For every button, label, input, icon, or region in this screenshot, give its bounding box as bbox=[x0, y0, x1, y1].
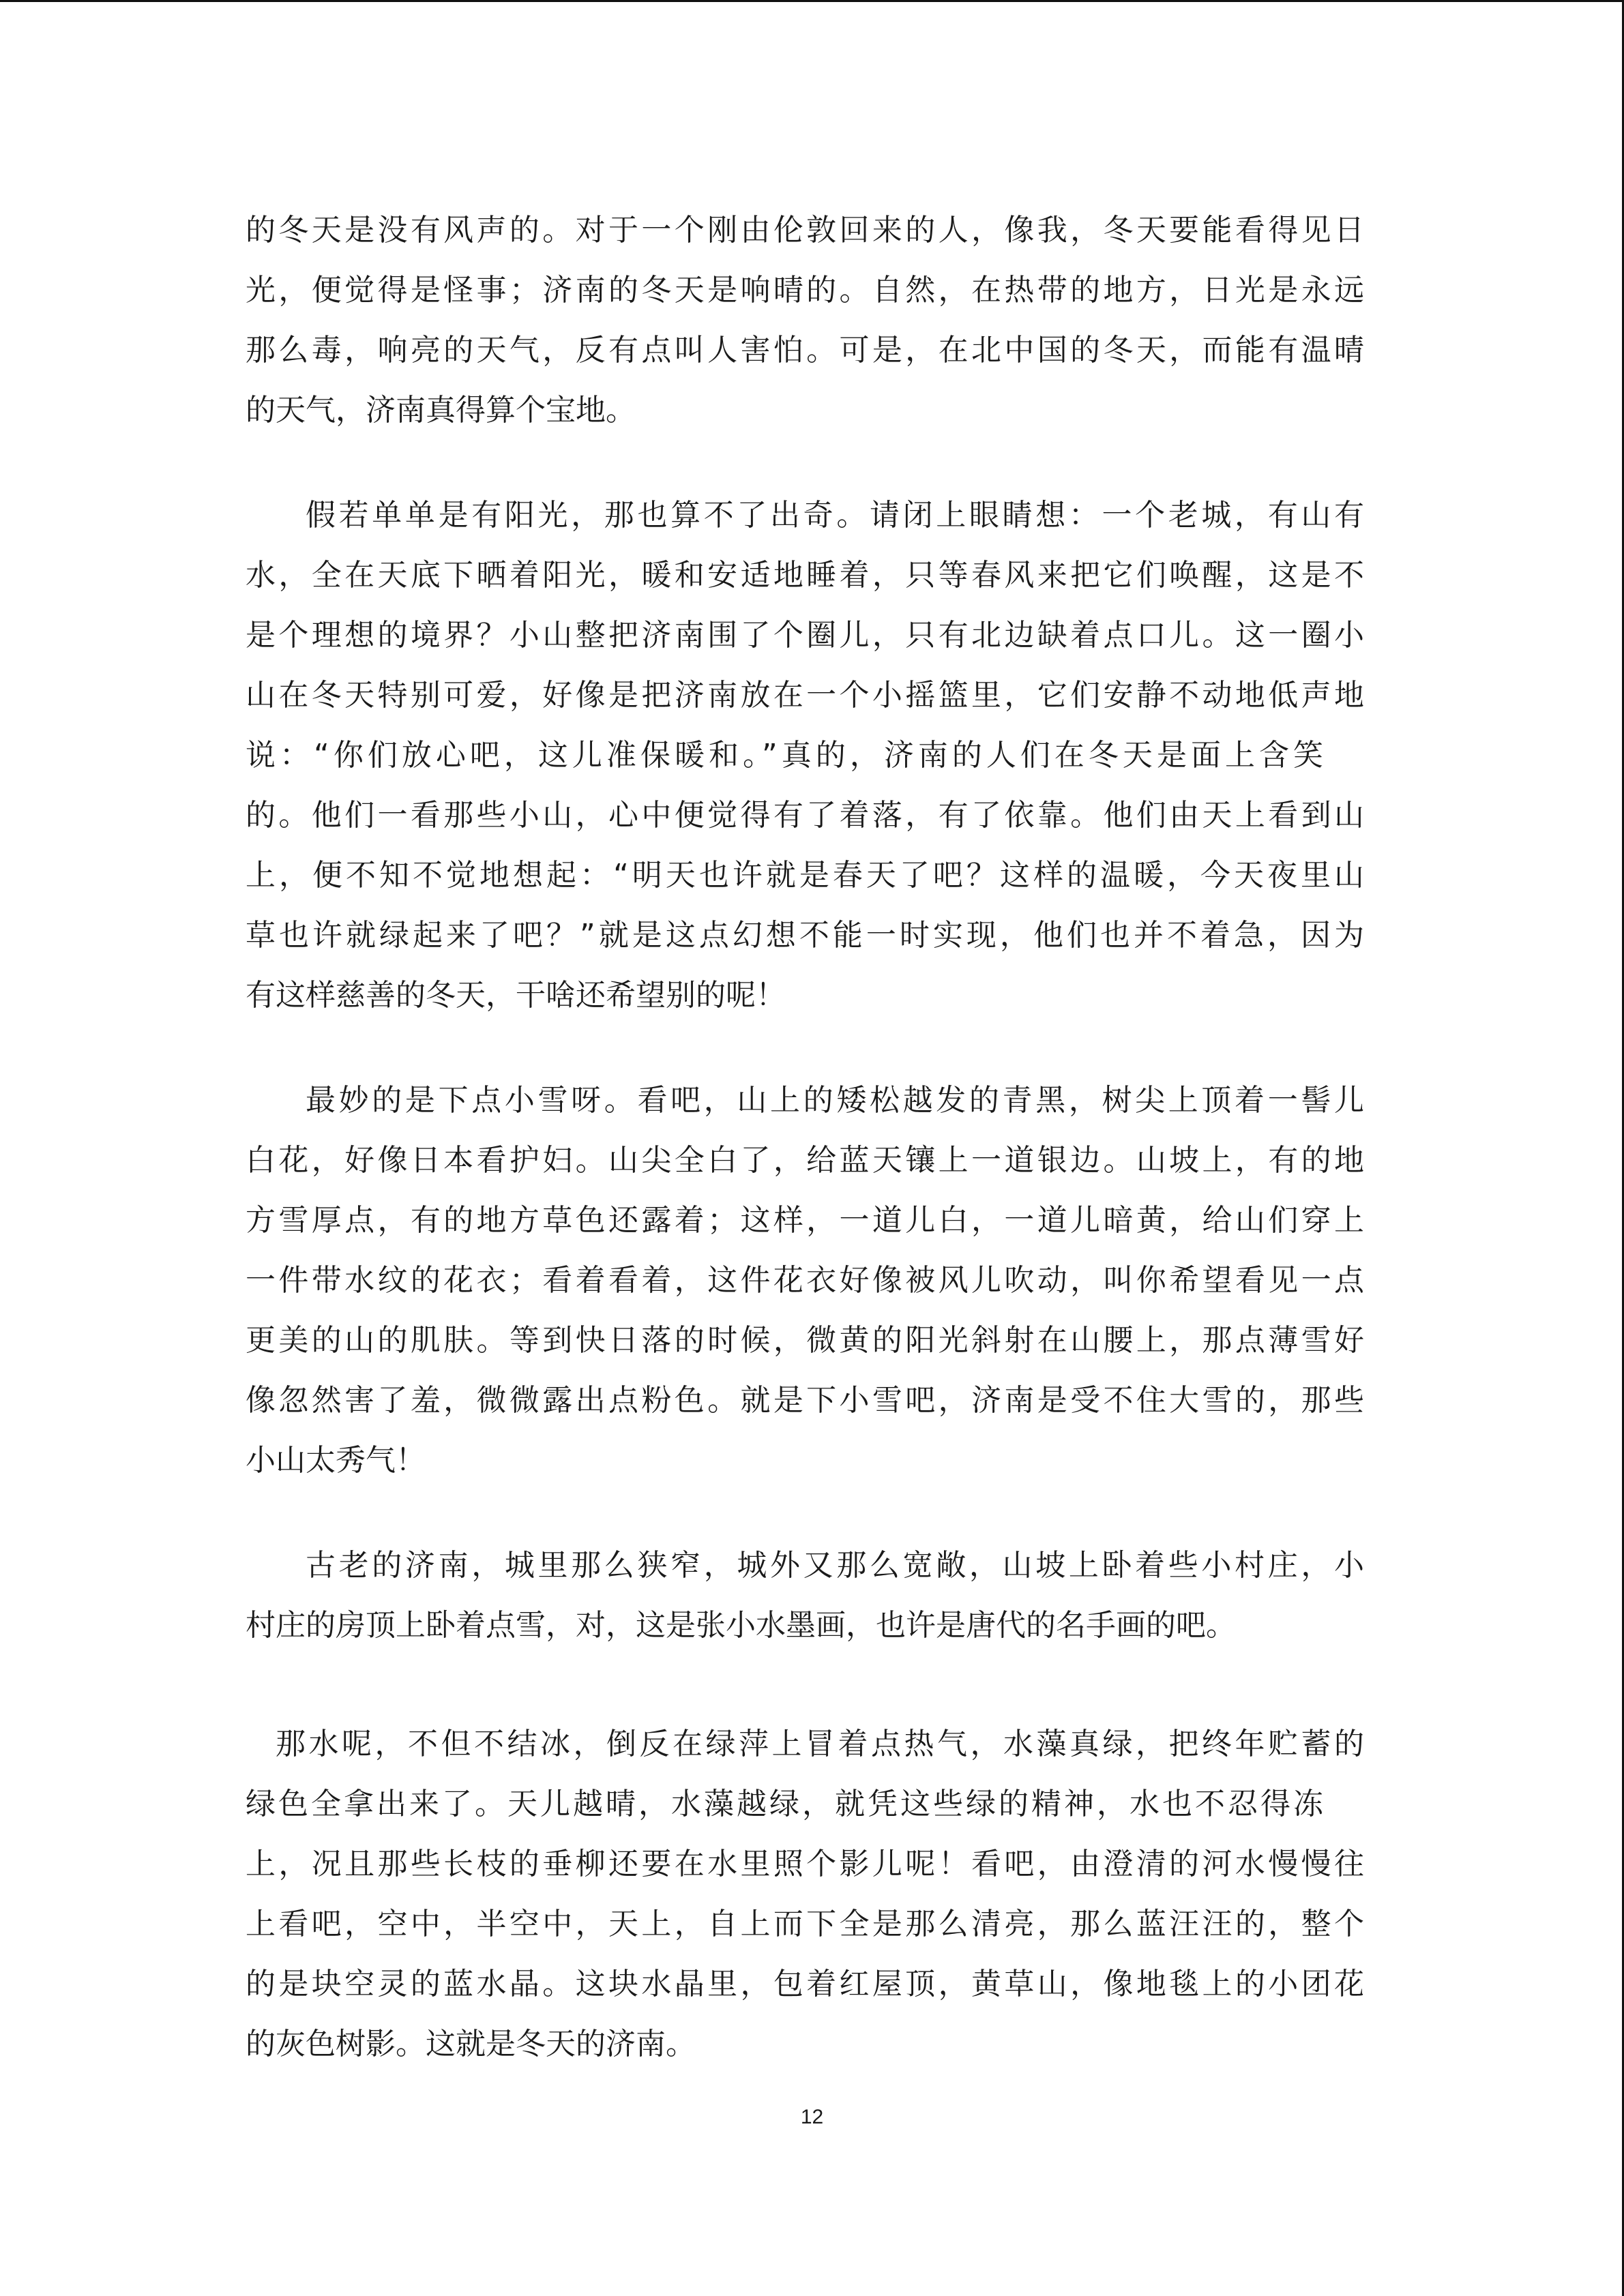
text-line: 水，全在天底下晒着阳光，暖和安适地睡着，只等春风来把它们唤醒，这是不 bbox=[246, 558, 1364, 593]
text-line: 山在冬天特别可爱，好像是把济南放在一个小摇篮里，它们安静不动地低声地 bbox=[246, 678, 1364, 713]
text-line: 小山太秀气！ bbox=[246, 1443, 426, 1478]
text-line: 假若单单是有阳光，那也算不了出奇。请闭上眼睛想：一个老城，有山有 bbox=[306, 498, 1364, 533]
text-line: 上看吧，空中，半空中，天上，自上而下全是那么清亮，那么蓝汪汪的，整个 bbox=[246, 1907, 1364, 1941]
text-line: 绿色全拿出来了。天儿越晴，水藻越绿，就凭这些绿的精神，水也不忍得冻 bbox=[246, 1787, 1323, 1821]
text-line: 说：“你们放心吧，这儿准保暖和。”真的，济南的人们在冬天是面上含笑 bbox=[246, 738, 1323, 773]
text-line: 光，便觉得是怪事；济南的冬天是响晴的。自然，在热带的地方，日光是永远 bbox=[246, 273, 1364, 308]
text-line: 是个理想的境界？小山整把济南围了个圈儿，只有北边缺着点口儿。这一圈小 bbox=[246, 618, 1364, 653]
page-number: 12 bbox=[800, 2106, 824, 2128]
text-line: 村庄的房顶上卧着点雪，对，这是张小水墨画，也许是唐代的名手画的吧。 bbox=[246, 1608, 1236, 1643]
text-line: 有这样慈善的冬天，干啥还希望别的呢！ bbox=[246, 978, 786, 1013]
text-line: 最妙的是下点小雪呀。看吧，山上的矮松越发的青黑，树尖上顶着一髻儿 bbox=[306, 1083, 1364, 1118]
text-line: 上，便不知不觉地想起：“明天也许就是春天了吧？这样的温暖，今天夜里山 bbox=[246, 858, 1364, 893]
text-line: 一件带水纹的花衣；看着看着，这件花衣好像被风儿吹动，叫你希望看见一点 bbox=[246, 1263, 1364, 1298]
text-line: 的是块空灵的蓝水晶。这块水晶里，包着红屋顶，黄草山，像地毯上的小团花 bbox=[246, 1967, 1364, 2001]
text-line: 白花，好像日本看护妇。山尖全白了，给蓝天镶上一道银边。山坡上，有的地 bbox=[246, 1143, 1364, 1178]
text-line: 那么毒，响亮的天气，反有点叫人害怕。可是，在北中国的冬天，而能有温晴 bbox=[246, 333, 1364, 368]
text-line: 草也许就绿起来了吧？”就是这点幻想不能一时实现，他们也并不着急，因为 bbox=[246, 918, 1364, 953]
text-line: 的灰色树影。这就是冬天的济南。 bbox=[246, 2027, 696, 2061]
text-line: 更美的山的肌肤。等到快日落的时候，微黄的阳光斜射在山腰上，那点薄雪好 bbox=[246, 1323, 1364, 1358]
text-line: 的。他们一看那些小山，心中便觉得有了着落，有了依靠。他们由天上看到山 bbox=[246, 798, 1364, 833]
text-line: 古老的济南，城里那么狭窄，城外又那么宽敞，山坡上卧着些小村庄，小 bbox=[306, 1548, 1364, 1583]
text-line: 方雪厚点，有的地方草色还露着；这样，一道儿白，一道儿暗黄，给山们穿上 bbox=[246, 1203, 1364, 1238]
text-line: 那水呢，不但不结冰，倒反在绿萍上冒着点热气，水藻真绿，把终年贮蓄的 bbox=[276, 1727, 1364, 1761]
text-line: 的冬天是没有风声的。对于一个刚由伦敦回来的人，像我，冬天要能看得见日 bbox=[246, 213, 1364, 248]
text-line: 的天气，济南真得算个宝地。 bbox=[246, 393, 636, 428]
text-line: 像忽然害了羞，微微露出点粉色。就是下小雪吧，济南是受不住大雪的，那些 bbox=[246, 1383, 1364, 1418]
text-line: 上，况且那些长枝的垂柳还要在水里照个影儿呢！看吧，由澄清的河水慢慢往 bbox=[246, 1847, 1364, 1881]
